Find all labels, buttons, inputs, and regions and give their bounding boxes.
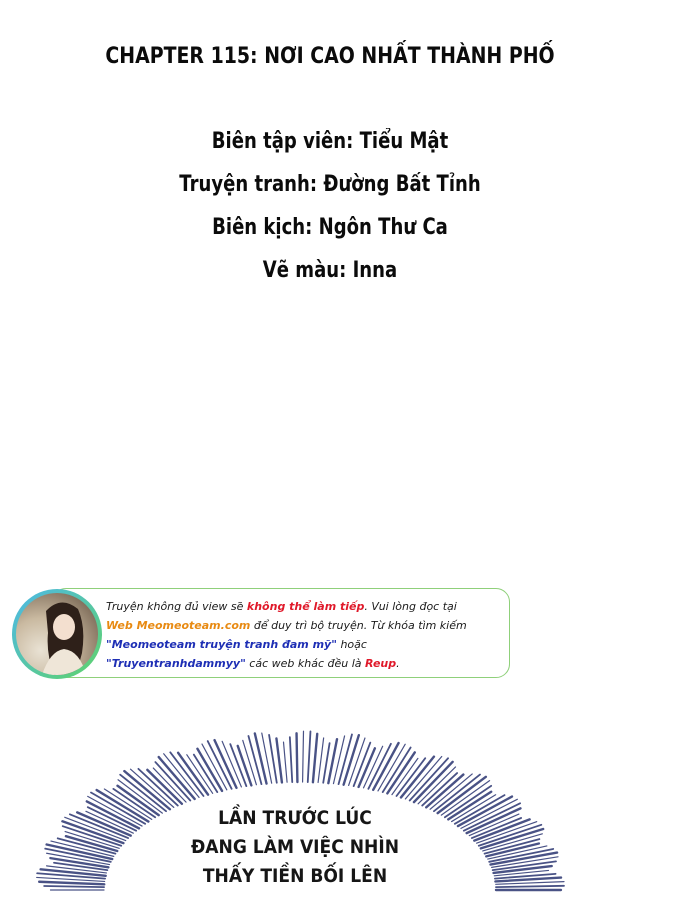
website-link[interactable]: Web Meomeoteam.com — [106, 619, 251, 632]
notice-line-2: Web Meomeoteam.com để duy trì bộ truyện. Từ khóa tìm kiếm — [106, 619, 467, 632]
notice-text — [106, 597, 508, 673]
burst-spike — [215, 740, 237, 788]
burst-text — [156, 804, 435, 891]
avatar-photo — [16, 593, 98, 675]
burst-spike — [378, 744, 405, 791]
burst-spike — [276, 738, 281, 782]
credit-colorist: Vẽ màu: Inna — [262, 258, 398, 283]
burst-spike — [255, 733, 267, 783]
burst-spike — [313, 734, 317, 782]
burst-spike — [368, 744, 391, 789]
burst-spike — [297, 733, 298, 782]
burst-spike — [383, 747, 411, 792]
notice-line-1: Truyện không đủ view sẽ không thể làm tiếp. Vui lòng đọc tại — [106, 600, 457, 613]
credits-block — [0, 120, 660, 292]
burst-spike — [44, 886, 104, 887]
burst-spike — [248, 736, 261, 784]
credit-writer: Biên kịch: Ngôn Thư Ca — [212, 215, 448, 240]
burst-line-3: THẤY TIỀN BỐI LÊN — [202, 865, 388, 887]
avatar-portrait-icon — [16, 593, 98, 675]
burst-spike — [496, 886, 564, 887]
burst-spike — [303, 731, 304, 782]
notice-line-4: "Truyentranhdammyy" các web khác đều là Reup. — [106, 657, 400, 670]
burst-spike — [290, 737, 292, 782]
burst-line-2: ĐANG LÀM VIỆC NHÌN — [190, 836, 400, 858]
credit-comic: Truyện tranh: Đường Bất Tỉnh — [179, 172, 481, 197]
avatar — [12, 589, 102, 679]
notice-line-3: "Meomeoteam truyện tranh đam mỹ" hoặc — [106, 638, 367, 651]
burst-spike — [318, 738, 324, 783]
credit-editor: Biên tập viên: Tiểu Mật — [211, 129, 449, 154]
burst-spike — [284, 742, 288, 782]
reup-notice-banner — [12, 588, 510, 680]
chapter-title: CHAPTER 115: NƠI CAO NHẤT THÀNH PHỐ — [105, 44, 555, 69]
burst-spike — [308, 731, 311, 782]
burst-line-1: LẦN TRƯỚC LÚC — [218, 807, 372, 829]
burst-spike — [39, 882, 104, 885]
